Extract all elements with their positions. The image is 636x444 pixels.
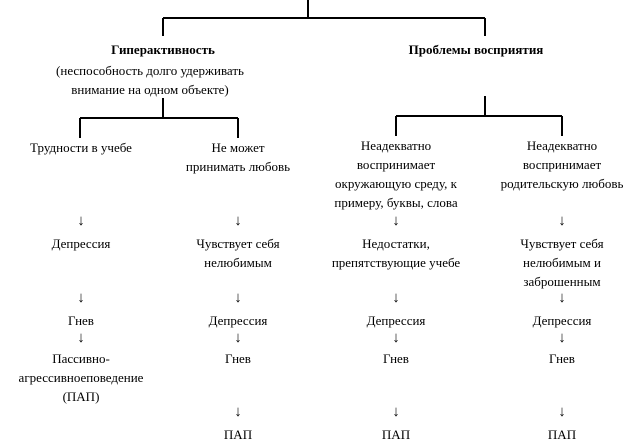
hyperactivity-title: Гиперактивность <box>111 42 215 57</box>
col4-arrow-3: ↓ <box>558 330 566 346</box>
col3-item-1: Неадекватно воспринимает окружающую среду, к примеру, буквы, слова <box>334 138 458 210</box>
col3-item-4: Гнев <box>383 351 409 366</box>
col3-arrow-2: ↓ <box>392 290 400 306</box>
col3-arrow-3: ↓ <box>392 330 400 346</box>
col2-arrow-3: ↓ <box>234 330 242 346</box>
col2-item-5: ПАП <box>223 427 253 442</box>
col2-item-4: Гнев <box>225 351 251 366</box>
col4-item-3: Депрессия <box>532 313 592 328</box>
col1-arrow-3: ↓ <box>77 330 85 346</box>
col2-arrow-1: ↓ <box>234 213 242 229</box>
col3-item-5: ПАП <box>381 427 411 442</box>
col2-arrow-4: ↓ <box>234 404 242 420</box>
col3-arrow-4: ↓ <box>392 404 400 420</box>
col4-item-2: Чувствует себя нелюбимым и заброшенным <box>520 236 604 289</box>
col2-item-3: Депрессия <box>208 313 268 328</box>
col3-item-3: Депрессия <box>366 313 426 328</box>
col1-arrow-2: ↓ <box>77 290 85 306</box>
col2-item-1: Не может принимать любовь <box>185 140 291 174</box>
col4-item-1: Неадекватно воспринимает родительскую любовь <box>500 138 624 191</box>
col1-item-2: Депрессия <box>51 236 111 251</box>
col2-item-2: Чувствует себя нелюбимым <box>196 236 280 270</box>
col1-item-1: Трудности в учебе <box>30 140 132 155</box>
perception-title: Проблемы восприятия <box>408 42 544 57</box>
col4-arrow-1: ↓ <box>558 213 566 229</box>
col4-arrow-2: ↓ <box>558 290 566 306</box>
hyperactivity-subtitle: (неспособность долго удерживать внимание на одном объекте) <box>56 63 244 97</box>
col1-item-4: Пассивно- агрессивноеповедение (ПАП) <box>18 351 144 404</box>
col4-arrow-4: ↓ <box>558 404 566 420</box>
col1-item-3: Гнев <box>68 313 94 328</box>
col4-item-4: Гнев <box>549 351 575 366</box>
col1-arrow-1: ↓ <box>77 213 85 229</box>
col4-item-5: ПАП <box>547 427 577 442</box>
col2-arrow-2: ↓ <box>234 290 242 306</box>
col3-arrow-1: ↓ <box>392 213 400 229</box>
col3-item-2: Недостатки, препятствующие учебе <box>331 236 461 270</box>
